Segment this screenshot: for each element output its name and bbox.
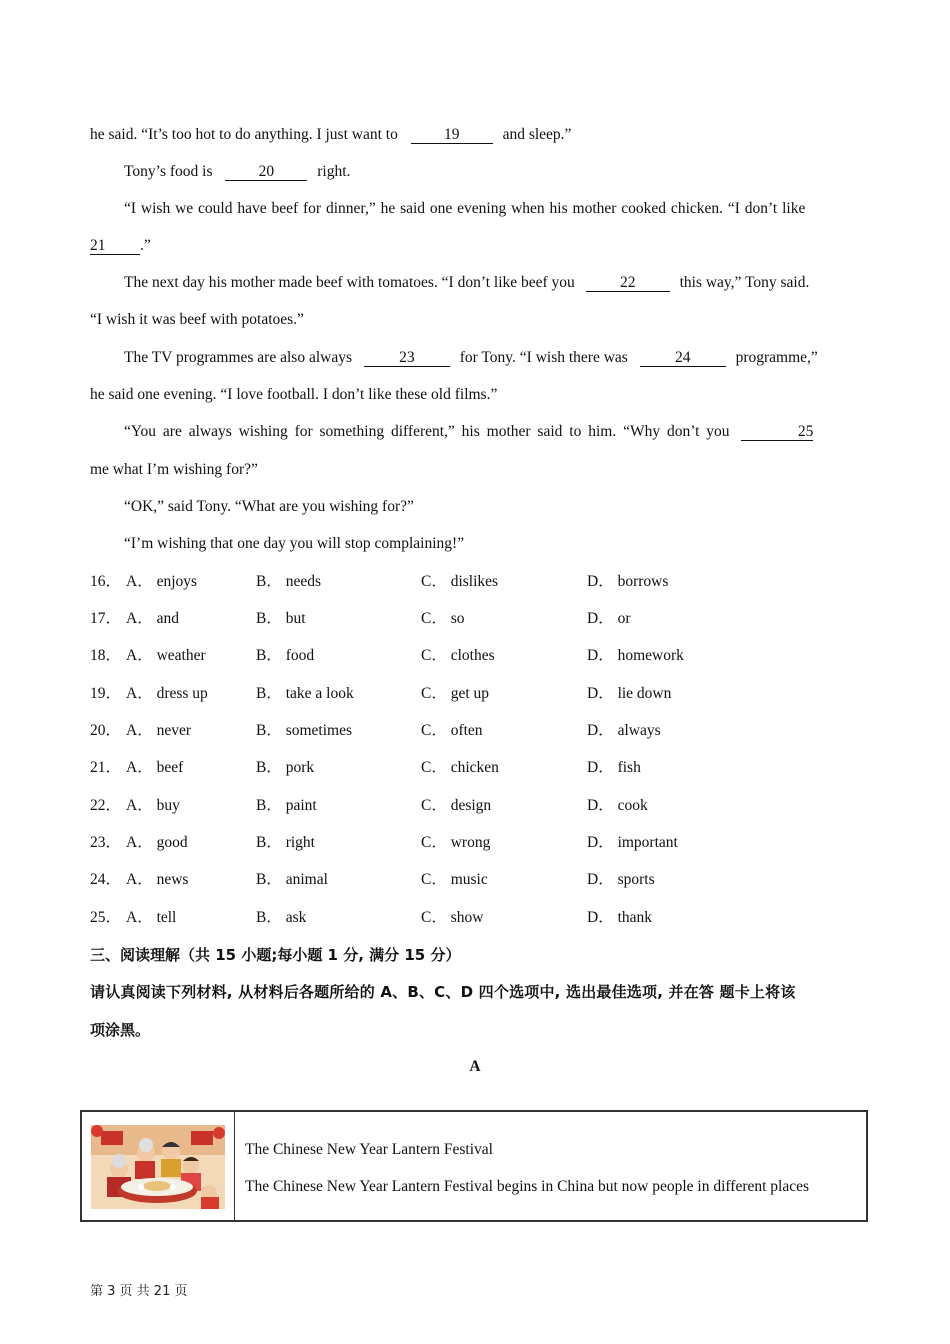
question-25: 25． A． tell B． ask C． show D． thank	[90, 909, 653, 926]
option-a: A． never	[126, 722, 191, 739]
option-b: B． animal	[256, 871, 328, 888]
blank-22: 22	[586, 275, 670, 292]
passage-line-10: me what I’m wishing for?”	[90, 461, 258, 478]
blank-23: 23	[364, 350, 450, 367]
option-a: A． enjoys	[126, 573, 198, 590]
option-b: B． right	[256, 834, 315, 851]
question-19: 19． A． dress up B． take a look C． get up D． lie down	[90, 685, 672, 702]
passage-line-11: “OK,” said Tony. “What are you wishing for?”	[124, 498, 414, 515]
question-24: 24． A． news B． animal C． music D． sports	[90, 871, 655, 888]
option-a: A． beef	[126, 759, 184, 776]
option-b: B． pork	[256, 759, 315, 776]
passage-line-7: The TV programmes are also always 23 for Tony. “I wish there was 24 programme,”	[124, 349, 818, 366]
option-c: C． dislikes	[421, 573, 499, 590]
option-d: D． fish	[587, 759, 641, 776]
question-18: 18． A． weather B． food C． clothes D． homework	[90, 647, 684, 664]
option-a: A． weather	[126, 647, 206, 664]
option-d: D． important	[587, 834, 678, 851]
option-c: C． music	[421, 871, 488, 888]
passage-line-5: The next day his mother made beef with tomatoes. “I don’t like beef you 22 this way,” Tony said.	[124, 274, 810, 291]
option-d: D． thank	[587, 909, 653, 926]
passage-line-12: “I’m wishing that one day you will stop complaining!”	[124, 535, 465, 552]
option-a: A． tell	[126, 909, 177, 926]
festival-image-cell	[82, 1112, 235, 1220]
option-c: C． design	[421, 797, 492, 814]
option-c: C． wrong	[421, 834, 491, 851]
option-c: C． clothes	[421, 647, 495, 664]
passage-line-8: he said one evening. “I love football. I don’t like these old films.”	[90, 386, 498, 403]
blank-24: 24	[640, 350, 726, 367]
blank-21: 21	[90, 238, 140, 255]
question-23: 23． A． good B． right C． wrong D． important	[90, 834, 678, 851]
option-d: D． borrows	[587, 573, 669, 590]
festival-text-cell	[235, 1112, 866, 1220]
passage-line-6: “I wish it was beef with potatoes.”	[90, 311, 304, 328]
option-c: C． often	[421, 722, 483, 739]
question-21: 21． A． beef B． pork C． chicken D． fish	[90, 759, 641, 776]
option-b: B． take a look	[256, 685, 354, 702]
option-b: B． but	[256, 610, 306, 627]
option-d: D． always	[587, 722, 661, 739]
option-d: D． or	[587, 610, 631, 627]
option-a: A． news	[126, 871, 189, 888]
passage-line-1: he said. “It’s too hot to do anything. I just want to 19 and sleep.”	[90, 126, 572, 143]
festival-heading: The Chinese New Year Lantern Festival	[245, 1141, 493, 1158]
part-label: A	[469, 1058, 481, 1075]
option-a: A． and	[126, 610, 179, 627]
passage-line-9: “You are always wishing for something different,” his mother said to him. “Why don’t you 25	[124, 423, 814, 440]
question-16: 16． A． enjoys B． needs C． dislikes D． borrows	[90, 573, 669, 590]
option-c: C． so	[421, 610, 465, 627]
option-c: C． chicken	[421, 759, 499, 776]
option-a: A． buy	[126, 797, 180, 814]
page-number: 第 3 页 共 21 页	[90, 1284, 188, 1299]
option-c: C． get up	[421, 685, 490, 702]
question-22: 22． A． buy B． paint C． design D． cook	[90, 797, 648, 814]
option-d: D． cook	[587, 797, 648, 814]
family-dinner-illustration	[91, 1125, 225, 1209]
option-d: D． homework	[587, 647, 684, 664]
option-a: A． dress up	[126, 685, 208, 702]
option-b: B． food	[256, 647, 315, 664]
option-b: B． ask	[256, 909, 307, 926]
section-title: 三、阅读理解（共 15 小题;每小题 1 分, 满分 15 分）	[90, 946, 461, 964]
blank-25: 25	[741, 424, 813, 441]
option-d: D． sports	[587, 871, 655, 888]
option-b: B． paint	[256, 797, 317, 814]
passage-line-4: 21 .”	[90, 237, 151, 254]
option-c: C． show	[421, 909, 484, 926]
option-b: B． sometimes	[256, 722, 353, 739]
option-d: D． lie down	[587, 685, 672, 702]
question-20: 20． A． never B． sometimes C． often D． always	[90, 722, 661, 739]
festival-table	[80, 1110, 868, 1222]
passage-line-2: Tony’s food is 20 right.	[124, 163, 351, 180]
option-a: A． good	[126, 834, 188, 851]
section-instruction-1: 请认真阅读下列材料, 从材料后各题所给的 A、B、C、D 四个选项中, 选出最佳选项, 并在答 题卡上将该	[90, 983, 796, 1001]
option-b: B． needs	[256, 573, 322, 590]
section-instruction-2: 项涂黑。	[90, 1021, 151, 1039]
blank-19: 19	[411, 127, 493, 144]
festival-text: The Chinese New Year Lantern Festival begins in China but now people in different places	[245, 1178, 810, 1195]
passage-line-3: “I wish we could have beef for dinner,” he said one evening when his mother cooked chicken. “I don’t like	[124, 200, 806, 217]
question-17: 17． A． and B． but C． so D． or	[90, 610, 631, 627]
blank-20: 20	[225, 164, 307, 181]
